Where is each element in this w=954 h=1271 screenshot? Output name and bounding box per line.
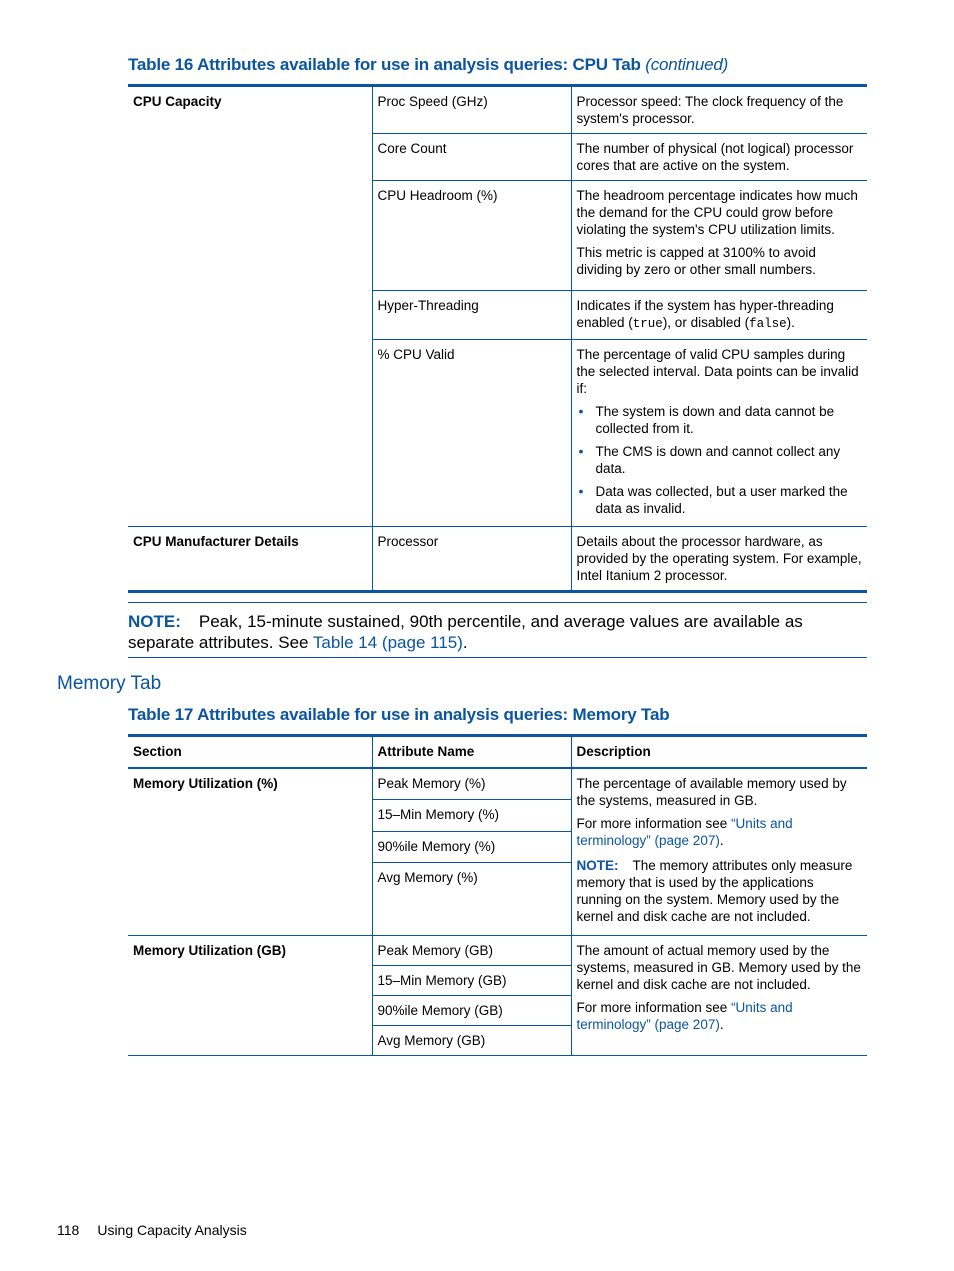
attr-90ile-memory-pct: 90%ile Memory (%) (372, 831, 571, 862)
attr-hyper-threading: Hyper-Threading (372, 291, 571, 340)
desc-ht-c: ). (786, 315, 795, 330)
attr-avg-memory-gb: Avg Memory (GB) (372, 1026, 571, 1056)
desc-processor: Details about the processor hardware, as provided by the operating system. For example, Intel Itanium 2 processor. (571, 527, 867, 592)
attr-15min-memory-gb: 15–Min Memory (GB) (372, 966, 571, 996)
list-item (578, 443, 863, 477)
desc-mem-pct-p2 (577, 815, 863, 849)
table16-continued: (continued) (645, 55, 729, 74)
table16-caption (128, 55, 728, 75)
units-terminology-link[interactable]: “Units and terminology” (page 207) (576, 1000, 793, 1032)
bullet-text: Data was collected, but a user marked the data as invalid. (595, 484, 848, 516)
attr-processor: Processor (372, 527, 571, 592)
list-item (578, 483, 863, 517)
attr-peak-memory-gb: Peak Memory (GB) (372, 936, 571, 966)
table17 (128, 734, 867, 1056)
desc-core-count: The number of physical (not logical) processor cores that are active on the system. (571, 134, 867, 181)
section-cpu-manufacturer: CPU Manufacturer Details (128, 527, 372, 592)
cpu-valid-bullets (577, 403, 863, 517)
more-info-text: For more information see (576, 816, 732, 831)
desc-proc-speed: Processor speed: The clock frequency of the system's processor. (571, 86, 867, 134)
desc-cpu-valid (571, 340, 867, 527)
attr-core-count: Core Count (372, 134, 571, 181)
period: . (719, 833, 724, 848)
page-footer (57, 1222, 247, 1238)
attr-avg-memory-pct: Avg Memory (%) (372, 863, 571, 936)
table-row (128, 86, 867, 134)
note-end: . (462, 633, 468, 652)
desc-hyper-threading (571, 291, 867, 340)
bullet-text: The CMS is down and cannot collect any data. (595, 444, 841, 476)
bullet-text: The system is down and data cannot be collected from it. (595, 404, 835, 436)
attr-peak-memory-pct: Peak Memory (%) (372, 768, 571, 800)
note-box (128, 602, 867, 658)
desc-memory-util-gb (571, 936, 867, 1056)
table-row (128, 768, 867, 800)
attr-15min-memory-pct: 15–Min Memory (%) (372, 800, 571, 831)
desc-cpu-valid-text: The percentage of valid CPU samples during the selected interval. Data points can be invalid if: (576, 347, 859, 396)
table16 (128, 84, 867, 593)
table17-caption: Table 17 Attributes available for use in analysis queries: Memory Tab (128, 705, 670, 724)
bullet-icon: • (578, 403, 584, 419)
period: . (719, 1017, 724, 1032)
false-value: false (749, 317, 787, 331)
note-label: NOTE: (576, 858, 619, 873)
note-text: The memory attributes only measure memory that is used by the applications running on the system. Memory used by the kernel and disk cache are not included. (576, 858, 853, 924)
attr-proc-speed: Proc Speed (GHz) (372, 86, 571, 134)
table14-link[interactable]: Table 14 (page 115) (312, 633, 463, 652)
footer-title: Using Capacity Analysis (97, 1222, 247, 1238)
desc-cpu-headroom-p2: This metric is capped at 3100% to avoid dividing by zero or other small numbers. (576, 245, 816, 277)
desc-mem-pct-p1: The percentage of available memory used by the systems, measured in GB. (576, 776, 847, 808)
header-attribute-name: Attribute Name (372, 736, 571, 769)
desc-mem-gb-p2 (577, 999, 863, 1033)
memory-tab-heading: Memory Tab (57, 673, 162, 694)
bullet-icon: • (578, 443, 584, 459)
desc-memory-util-pct (571, 768, 867, 936)
units-terminology-link[interactable]: “Units and terminology” (page 207) (576, 816, 793, 848)
section-memory-util-gb: Memory Utilization (GB) (133, 943, 287, 958)
bullet-icon: • (578, 483, 584, 499)
attr-cpu-headroom: CPU Headroom (%) (372, 181, 571, 291)
section-memory-util-pct: Memory Utilization (%) (128, 768, 372, 936)
desc-ht-a: Indicates if the system has hyper-threading enabled ( (576, 298, 834, 330)
section-cpu-capacity: CPU Capacity (133, 94, 222, 109)
more-info-text: For more information see (576, 1000, 732, 1015)
note-text: Peak, 15-minute sustained, 90th percentile, and average values are available as separate attributes. See (128, 612, 803, 652)
page-number: 118 (57, 1222, 80, 1238)
desc-mem-pct-note (577, 857, 863, 925)
attr-cpu-valid: % CPU Valid (372, 340, 571, 527)
desc-ht-b: ), or disabled ( (662, 315, 750, 330)
header-description: Description (571, 736, 867, 769)
list-item (578, 403, 863, 437)
table-row (128, 527, 867, 592)
table-header-row (128, 736, 867, 769)
table-row (128, 936, 867, 966)
note-label: NOTE: (128, 612, 181, 631)
desc-mem-gb-p1: The amount of actual memory used by the systems, measured in GB. Memory used by the kernel and disk cache are not included. (576, 943, 861, 992)
header-section: Section (133, 744, 182, 759)
desc-cpu-headroom (571, 181, 867, 291)
attr-90ile-memory-gb: 90%ile Memory (GB) (372, 996, 571, 1026)
desc-cpu-headroom-p1: The headroom percentage indicates how much the demand for the CPU could grow before violating the system's CPU utilization limits. (576, 188, 858, 237)
table16-caption-text: Table 16 Attributes available for use in analysis queries: CPU Tab (128, 55, 641, 74)
true-value: true (632, 317, 663, 331)
